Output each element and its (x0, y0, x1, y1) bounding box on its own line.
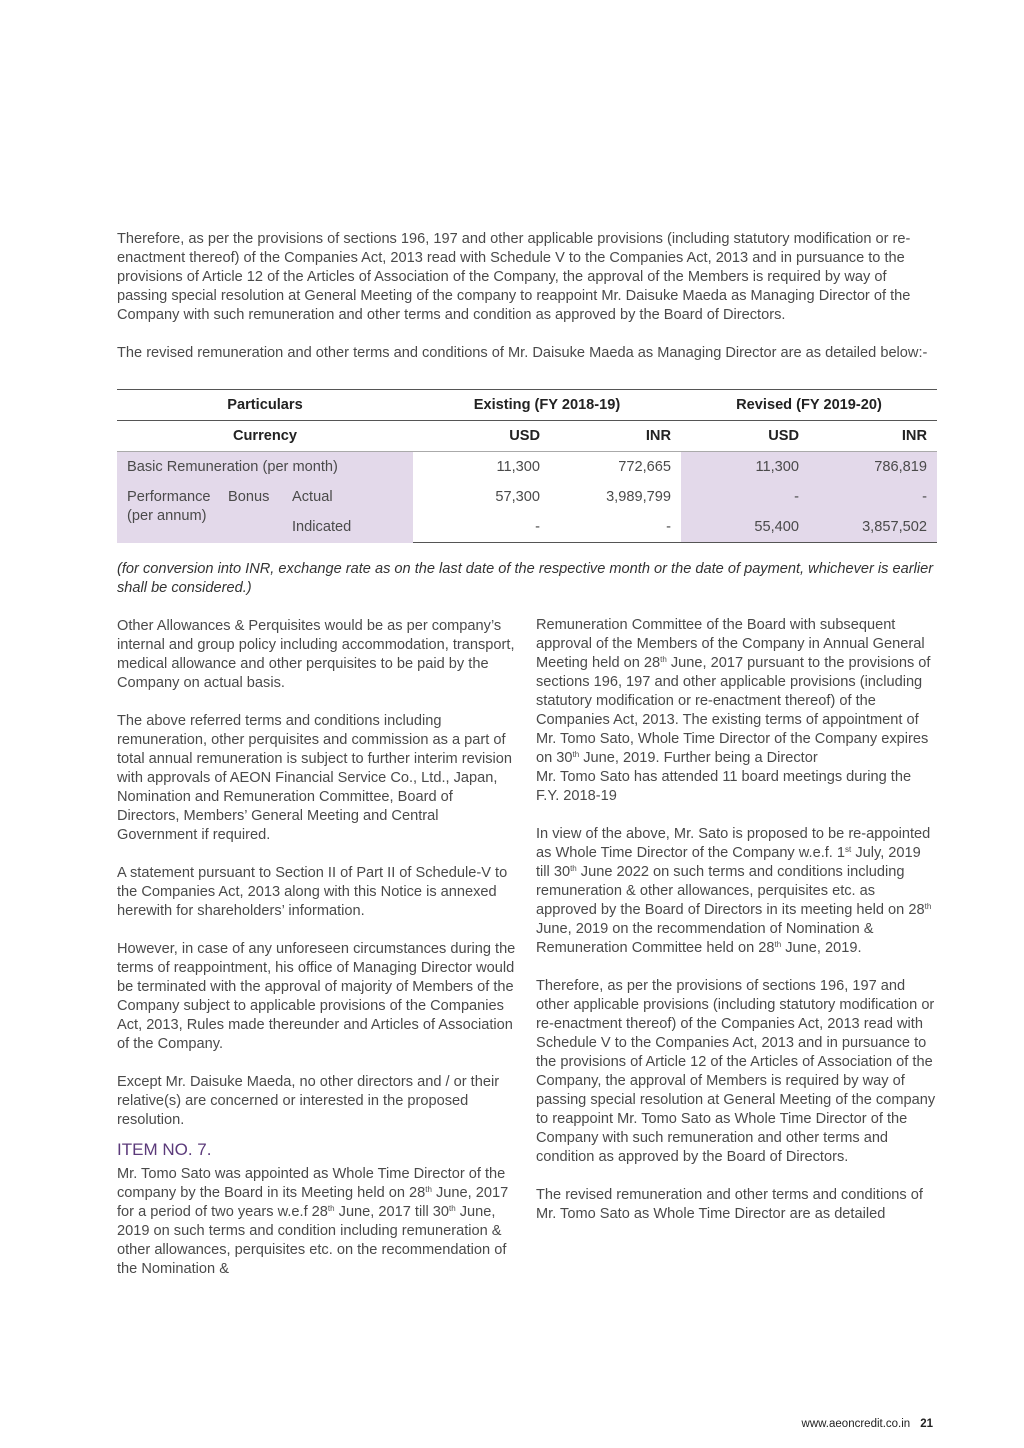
header-existing: Existing (FY 2018-19) (413, 390, 681, 421)
left-column (117, 617, 519, 1298)
table-currency-row (117, 421, 937, 452)
cell-revised-inr: - (809, 482, 937, 512)
right-column (536, 616, 938, 1243)
paragraph: Remuneration Committee of the Board with subsequent approval of the Members of the Company in Annual General Meeting held on 28th June, 2017 pursuant to the provisions of sections 196, 197 and other applicable provisions (including statutory modification or re-enactment thereof) of the Companies Act, 2013. The existing terms of appointment of Mr. Tomo Sato, Whole Time Director of the Company expires on 30th June, 2019. Further being a Director Mr. Tomo Sato has attended 11 board meetings during the F.Y. 2018-19 (536, 617, 931, 804)
paragraph: In view of the above, Mr. Sato is proposed to be re-appointed as Whole Time Director of the Company w.e.f. 1st July, 2019 till 30th June 2022 on such terms and conditions including remuneration & other allowances, perquisites etc. as approved by the Board of Directors in its meeting held on 28th June, 2019 on the recommendation of Nomination & Remuneration Committee held on 28th June, 2019. (536, 826, 932, 956)
header-inr-existing: INR (550, 421, 681, 452)
header-currency: Currency (117, 421, 413, 452)
page-footer (802, 1418, 933, 1430)
cell-existing-usd: - (413, 512, 550, 543)
paragraph-item-7: Mr. Tomo Sato was appointed as Whole Time Director of the company by the Board in its Meeting held on 28th June, 2017 for a period of two years w.e.f 28th June, 2017 till 30th June, 2019 on such terms and condition including remuneration & other allowances, perquisites etc. on the recommendation of the Nomination & (117, 1166, 509, 1277)
cell-existing-inr: 3,989,799 (606, 489, 671, 505)
intro-section (117, 230, 937, 363)
cell-existing-usd: 57,300 (495, 489, 540, 505)
remuneration-table (117, 389, 937, 543)
cell-revised-usd: 11,300 (681, 452, 809, 483)
row-label-performance (117, 482, 413, 543)
conversion-note: (for conversion into INR, exchange rate as on the last date of the respective month or the date of payment, whichever is earlier shall be considered.) (117, 561, 934, 596)
cell-existing-inr: - (550, 512, 681, 543)
cell-existing-inr: 772,665 (618, 459, 671, 475)
page-number: 21 (920, 1418, 933, 1430)
header-revised: Revised (FY 2019-20) (681, 390, 937, 421)
cell-existing-usd: 11,300 (496, 459, 540, 475)
header-particulars: Particulars (117, 390, 413, 421)
label-per-annum: (per annum) (127, 508, 207, 524)
paragraph: A statement pursuant to Section II of Part II of Schedule-V to the Companies Act, 2013 along with this Notice is annexed herewith for shareholders’ information. (117, 865, 508, 919)
paragraph: The revised remuneration and other terms and conditions of Mr. Tomo Sato as Whole Time Director are as detailed (536, 1187, 923, 1222)
intro-paragraph: Therefore, as per the provisions of sections 196, 197 and other applicable provisions (including statutory modification or re-enactment thereof) of the Companies Act, 2013 read with Schedule V to the Companies Act, 2013 and in pursuance to the provisions of Article 12 of the Articles of Association of the Company, the approval of the Members is required by way of passing special resolution at General Meeting of the company to reappoint Mr. Daisuke Maeda as Managing Director of the Company with such remuneration and other terms and condition as approved by the Board of Directors. (117, 231, 911, 323)
label-indicated: Indicated (292, 519, 352, 535)
cell-revised-usd: - (681, 482, 809, 512)
label-actual: Actual (292, 489, 333, 505)
paragraph: Except Mr. Daisuke Maeda, no other directors and / or their relative(s) are concerned or interested in the proposed resolution. (117, 1074, 500, 1128)
label-bonus: Bonus (228, 489, 270, 505)
table-row (117, 482, 937, 512)
header-usd-revised: USD (681, 421, 809, 452)
header-inr-revised: INR (809, 421, 937, 452)
header-usd-existing: USD (413, 421, 550, 452)
cell-revised-inr: 3,857,502 (809, 512, 937, 543)
cell-revised-inr: 786,819 (809, 452, 937, 483)
paragraph: Therefore, as per the provisions of sections 196, 197 and other applicable provisions (including statutory modification or re-enactment thereof) of the Companies Act, 2013 read with Schedule V to the Companies Act, 2013 and in pursuance to the provisions of Article 12 of the Articles of Association of the Company, the approval of Members is required by way of passing special resolution at General Meeting of the company to reappoint Mr. Tomo Sato as Whole Time Director of the Company with such remuneration and other terms and condition as approved by the Board of Directors. (536, 978, 936, 1165)
item-heading: ITEM NO. 7. (117, 1140, 212, 1159)
table-header-row (117, 390, 937, 421)
cell-revised-usd: 55,400 (681, 512, 809, 543)
table-row (117, 452, 937, 483)
label-performance: Performance (127, 489, 211, 505)
paragraph: Other Allowances & Perquisites would be as per company’s internal and group policy including accommodation, transport, medical allowance and other perquisites to be paid by the Company on actual basis. (117, 618, 515, 691)
paragraph: The above referred terms and conditions including remuneration, other perquisites and commission as a part of total annual remuneration is subject to further interim revision with approvals of AEON Financial Service Co., Ltd., Japan, Nomination and Remuneration Committee, Board of Directors, Members’ General Meeting and Central Government if required. (117, 713, 513, 843)
website-url: www.aeoncredit.co.in (801, 1418, 911, 1430)
paragraph: However, in case of any unforeseen circumstances during the terms of reappointment, his office of Managing Director would be terminated with the approval of majority of Members of the Company subject to applicable provisions of the Companies Act, 2013, Rules made thereunder and Articles of Association of the Company. (117, 941, 516, 1052)
row-label: Basic Remuneration (per month) (117, 452, 413, 483)
intro-paragraph-revised: The revised remuneration and other terms and conditions of Mr. Daisuke Maeda as Managing Director are as detailed below:- (117, 345, 928, 361)
